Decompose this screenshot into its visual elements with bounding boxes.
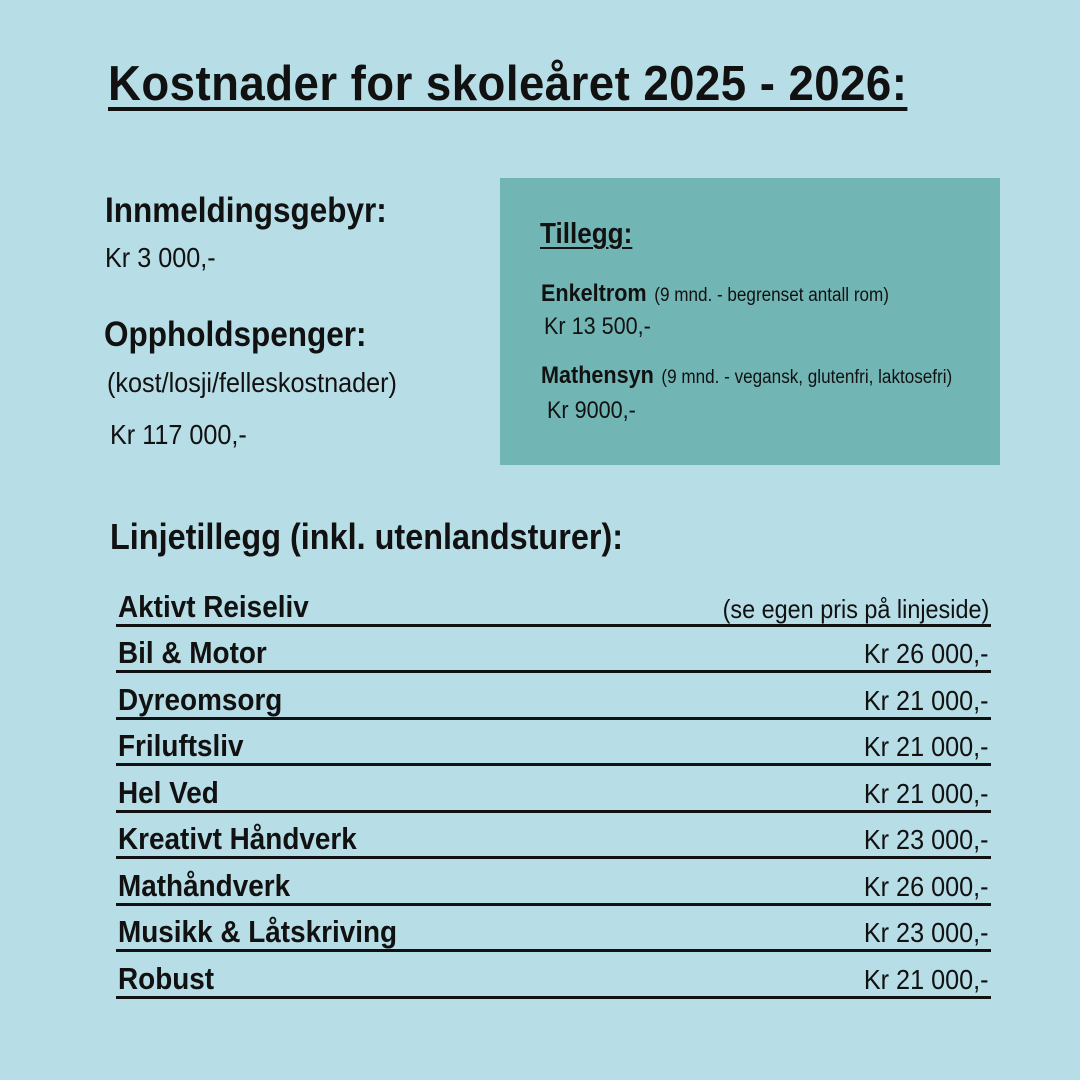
line-fee-price: (se egen pris på linjeside)	[722, 593, 989, 624]
line-fee-price: Kr 21 000,-	[864, 963, 989, 995]
line-fee-name: Friluftsliv	[118, 728, 244, 763]
line-fees-heading: Linjetillegg (inkl. utenlandsturer):	[110, 516, 624, 557]
addons-heading: Tillegg:	[540, 218, 633, 250]
stay-fee-heading: Oppholdspenger:	[104, 315, 367, 354]
stay-fee-amount: Kr 117 000,-	[110, 419, 247, 450]
line-fee-row	[116, 766, 991, 813]
addon-note: (9 mnd. - begrenset antall rom)	[654, 285, 890, 306]
line-fee-price: Kr 26 000,-	[864, 638, 989, 669]
addon-price: Kr 13 500,-	[544, 313, 651, 340]
line-fee-price: Kr 26 000,-	[864, 870, 989, 902]
line-fee-row	[116, 580, 991, 627]
addon-name: Enkeltrom	[541, 280, 647, 307]
line-fee-name: Kreativt Håndverk	[118, 821, 357, 856]
line-fees-list	[116, 580, 991, 999]
line-fee-row	[116, 673, 991, 720]
line-fee-name: Mathåndverk	[118, 867, 291, 903]
line-fee-price: Kr 23 000,-	[864, 917, 989, 948]
addon-name: Mathensyn	[541, 362, 654, 389]
line-fee-price: Kr 21 000,-	[864, 684, 989, 716]
line-fee-row	[116, 859, 991, 906]
addon-price: Kr 9000,-	[547, 397, 636, 424]
line-fee-row	[116, 813, 991, 860]
line-fee-name: Aktivt Reiseliv	[118, 588, 309, 624]
page-title: Kostnader for skoleåret 2025 - 2026:	[108, 57, 908, 111]
enrollment-fee-amount: Kr 3 000,-	[105, 242, 216, 273]
addon-item	[541, 281, 889, 307]
line-fee-name: Robust	[118, 960, 215, 996]
stay-fee-subtitle: (kost/losji/felleskostnader)	[107, 367, 397, 398]
line-fee-price: Kr 23 000,-	[864, 824, 989, 855]
line-fee-name: Musikk & Låtskriving	[118, 914, 398, 949]
line-fee-name: Bil & Motor	[118, 635, 267, 670]
line-fee-price: Kr 21 000,-	[864, 777, 989, 809]
line-fee-row	[116, 952, 991, 999]
enrollment-fee-heading: Innmeldingsgebyr:	[105, 191, 387, 230]
line-fee-row	[116, 720, 991, 767]
addons-box	[500, 178, 1000, 465]
addon-item	[541, 363, 952, 389]
addon-note: (9 mnd. - vegansk, glutenfri, laktosefri)	[661, 367, 953, 388]
line-fee-row	[116, 906, 991, 953]
line-fee-name: Dyreomsorg	[118, 681, 283, 717]
line-fee-price: Kr 21 000,-	[864, 731, 989, 762]
line-fee-row	[116, 627, 991, 674]
line-fee-name: Hel Ved	[118, 774, 219, 810]
